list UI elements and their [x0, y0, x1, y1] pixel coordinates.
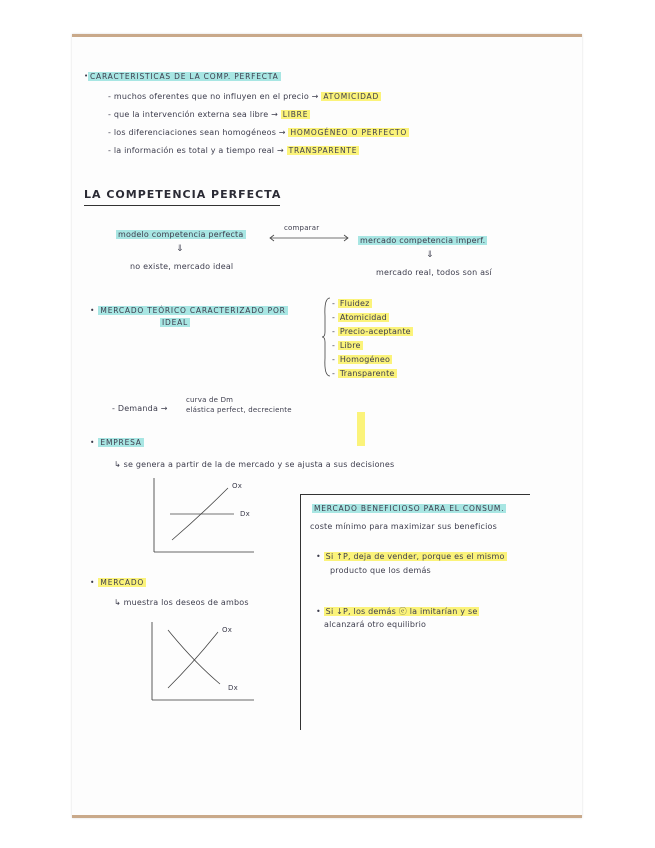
box-point: • Si ↓P, los demás ⓔ la imitarían y se	[316, 607, 478, 616]
empresa-ox-label: Ox	[232, 482, 243, 490]
demand-prefix: - Demanda →	[112, 404, 168, 413]
mercado-dx-label: Dx	[228, 684, 238, 692]
highlight-mark	[357, 412, 365, 446]
theory-item: - Libre	[332, 341, 361, 350]
feature-item: - que la intervención externa sea libre → LIBRE	[108, 110, 309, 119]
theory-item: - Precio-aceptante	[332, 327, 411, 336]
box-border-top	[300, 494, 530, 495]
compare-left: modelo competencia perfecta	[118, 230, 244, 239]
compare-arrow-label: comparar	[284, 224, 320, 232]
title-underline	[84, 205, 280, 206]
box-point-cont: alcanzará otro equilibrio	[324, 620, 427, 629]
theory-item: - Transparente	[332, 369, 395, 378]
empresa-label: • EMPRESA	[90, 438, 142, 447]
theory-item: - Atomicidad	[332, 313, 387, 322]
demand-line2: elástica perfect, decreciente	[186, 406, 292, 414]
mercado-label: • MERCADO	[90, 578, 145, 587]
box-point: • Si ↑P, deja de vender, porque es el mismo	[316, 552, 505, 561]
theory-label-ideal: IDEAL	[162, 318, 189, 327]
feature-item: - muchos oferentes que no influyen en el precio → ATOMICIDAD	[108, 92, 380, 101]
box-border-left	[300, 494, 301, 730]
compare-right: mercado competencia imperf.	[360, 236, 486, 245]
compare-arrow-icon	[268, 234, 352, 242]
demand-line1: curva de Dm	[186, 396, 234, 404]
feature-item: - la información es total y a tiempo real → TRANSPARENTE	[108, 146, 358, 155]
mercado-graph	[148, 622, 258, 702]
compare-right-note: mercado real, todos son así	[376, 268, 492, 277]
mercado-ox-label: Ox	[222, 626, 233, 634]
box-point-cont: producto que los demás	[330, 566, 431, 575]
mercado-text: ↳ muestra los deseos de ambos	[114, 598, 249, 607]
box-title: MERCADO BENEFICIOSO PARA EL CONSUM.	[314, 504, 505, 513]
section-title: CARACTERISTICAS DE LA COMP. PERFECTA	[90, 72, 279, 81]
compare-left-note: no existe, mercado ideal	[130, 262, 234, 271]
down-arrow-icon: ⇓	[426, 250, 434, 260]
theory-label: • MERCADO TEÓRICO CARACTERIZADO POR	[90, 306, 286, 315]
empresa-dx-label: Dx	[240, 510, 250, 518]
theory-item: - Homogéneo	[332, 355, 391, 364]
feature-item: - los diferenciaciones sean homogéneos → HOMOGÉNEO O PERFECTO	[108, 128, 408, 137]
theory-item: - Fluidez	[332, 299, 370, 308]
brace-icon	[322, 296, 332, 378]
empresa-text: ↳ se genera a partir de la de mercado y se ajusta a sus decisiones	[114, 460, 395, 469]
down-arrow-icon: ⇓	[176, 244, 184, 254]
page-title: LA COMPETENCIA PERFECTA	[84, 188, 282, 201]
box-subtitle: coste mínimo para maximizar sus beneficios	[310, 522, 497, 531]
bullet-marker	[84, 72, 88, 80]
